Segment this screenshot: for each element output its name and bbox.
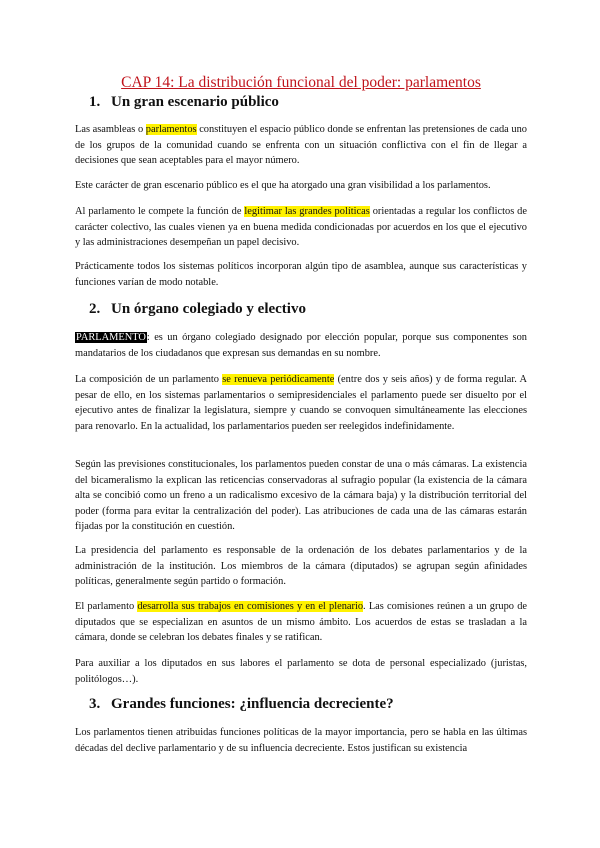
paragraph-presidencia: La presidencia del parlamento es responsable de la ordenación de los debates parlamentarios y de la administración de la institución. Los miembros de la cámara (diputados) se agrupan según afinidades políticas, generalmente según partido o formación. (75, 545, 527, 588)
paragraph-camaras: Según las previsiones constitucionales, los parlamentos pueden constar de una o más cámaras. La existencia del bicameralismo la explican las reticencias conservadoras al sufragio popular (la existencia de la cámara alta se concibió como un freno a un radicalismo excesivo de la cámara baja) y la distribución territorial del poder (forma para evitar la centralización del poder). Las atribuciones de cada una de las cámaras estarán fijadas por la constitución en cuestión. (75, 459, 527, 533)
paragraph-personal: Para auxiliar a los diputados en sus labores el parlamento se dota de personal especializado (juristas, politólogos…). (75, 658, 527, 685)
text-run: constituyen el espacio público donde se enfrentan las pretensiones de cada uno de los grupos de la comunidad cuando se enfrenta con un situación conflictiva con el fin de llegar a decisiones que sean aceptables para el mayor número. (75, 124, 527, 167)
paragraph-escenario: Este carácter de gran escenario público es el que ha atorgado una gran visibilidad a los parlamentos. (75, 180, 491, 191)
text-run: (entre dos y seis años) y de forma regular. A pesar de ello, en los sistemas parlamentarios o semipresidenciales el parlamento puede ser disuelto por el ejecutivo antes de finalizar la legislatura, siempre y cuando se convoquen simultáneamente las elecciones para renovarlo. En la actualidad, los parlamentarios pueden ser reelegidos indefinidamente. (75, 374, 527, 432)
text-run: Al parlamento le compete la función de (75, 206, 245, 217)
section-heading-1 (89, 94, 279, 111)
highlight-renueva: se renueva periódicamente (222, 374, 335, 385)
text-run: : es un órgano colegiado designado por elección popular, porque sus componentes son mandatarios de los ciudadanos que expresan sus demandas en su nombre. (75, 332, 527, 359)
paragraph-legitimar (75, 204, 527, 251)
highlight-legitimar: legitimar las grandes políticas (244, 206, 370, 217)
paragraph-composicion (75, 372, 527, 434)
text-run: . Las comisiones reúnen a un grupo de diputados que se especializan en asuntos de un mismo ámbito. Los acuerdos de estas se trasladan a la cámara, donde se celebran los debates finales y se ratifican. (75, 601, 527, 644)
text-run: orientadas a regular los conflictos de carácter colectivo, las cuales vienen ya en buena medida condicionadas por acuerdos en los que el ejecutivo y las administraciones desempeñan un papel decisivo. (75, 206, 527, 249)
text-run: Las asambleas o (75, 124, 146, 135)
section-number: 3. (89, 696, 101, 712)
section-heading-3 (89, 696, 394, 713)
term-tag-parlamento: PARLAMENTO (76, 332, 146, 343)
paragraph-funciones: Los parlamentos tienen atribuidas funciones políticas de la mayor importancia, pero se habla en las últimas décadas del declive parlamentario y de su influencia decreciente. Estos justifican su existencia (75, 727, 527, 754)
paragraph-definicion (75, 330, 527, 361)
section-number: 1. (89, 94, 101, 110)
highlight-comisiones: desarrolla sus trabajos en comisiones y en el plenario (137, 601, 364, 612)
section-title: Un órgano colegiado y electivo (111, 301, 306, 317)
section-title: Un gran escenario público (111, 94, 279, 110)
paragraph-sistemas: Prácticamente todos los sistemas políticos incorporan algún tipo de asamblea, aunque sus características y funciones varían de modo notable. (75, 261, 527, 288)
section-heading-2 (89, 301, 306, 318)
section-title: Grandes funciones: ¿influencia decreciente? (111, 696, 394, 712)
text-run: El parlamento (75, 601, 138, 612)
text-run: La composición de un parlamento (75, 374, 223, 385)
highlight-parlamentos: parlamentos (145, 124, 197, 135)
paragraph-comisiones (75, 599, 527, 646)
paragraph-asambleas (75, 122, 527, 169)
section-number: 2. (89, 301, 101, 317)
chapter-title: CAP 14: La distribución funcional del poder: parlamentos (121, 74, 481, 91)
